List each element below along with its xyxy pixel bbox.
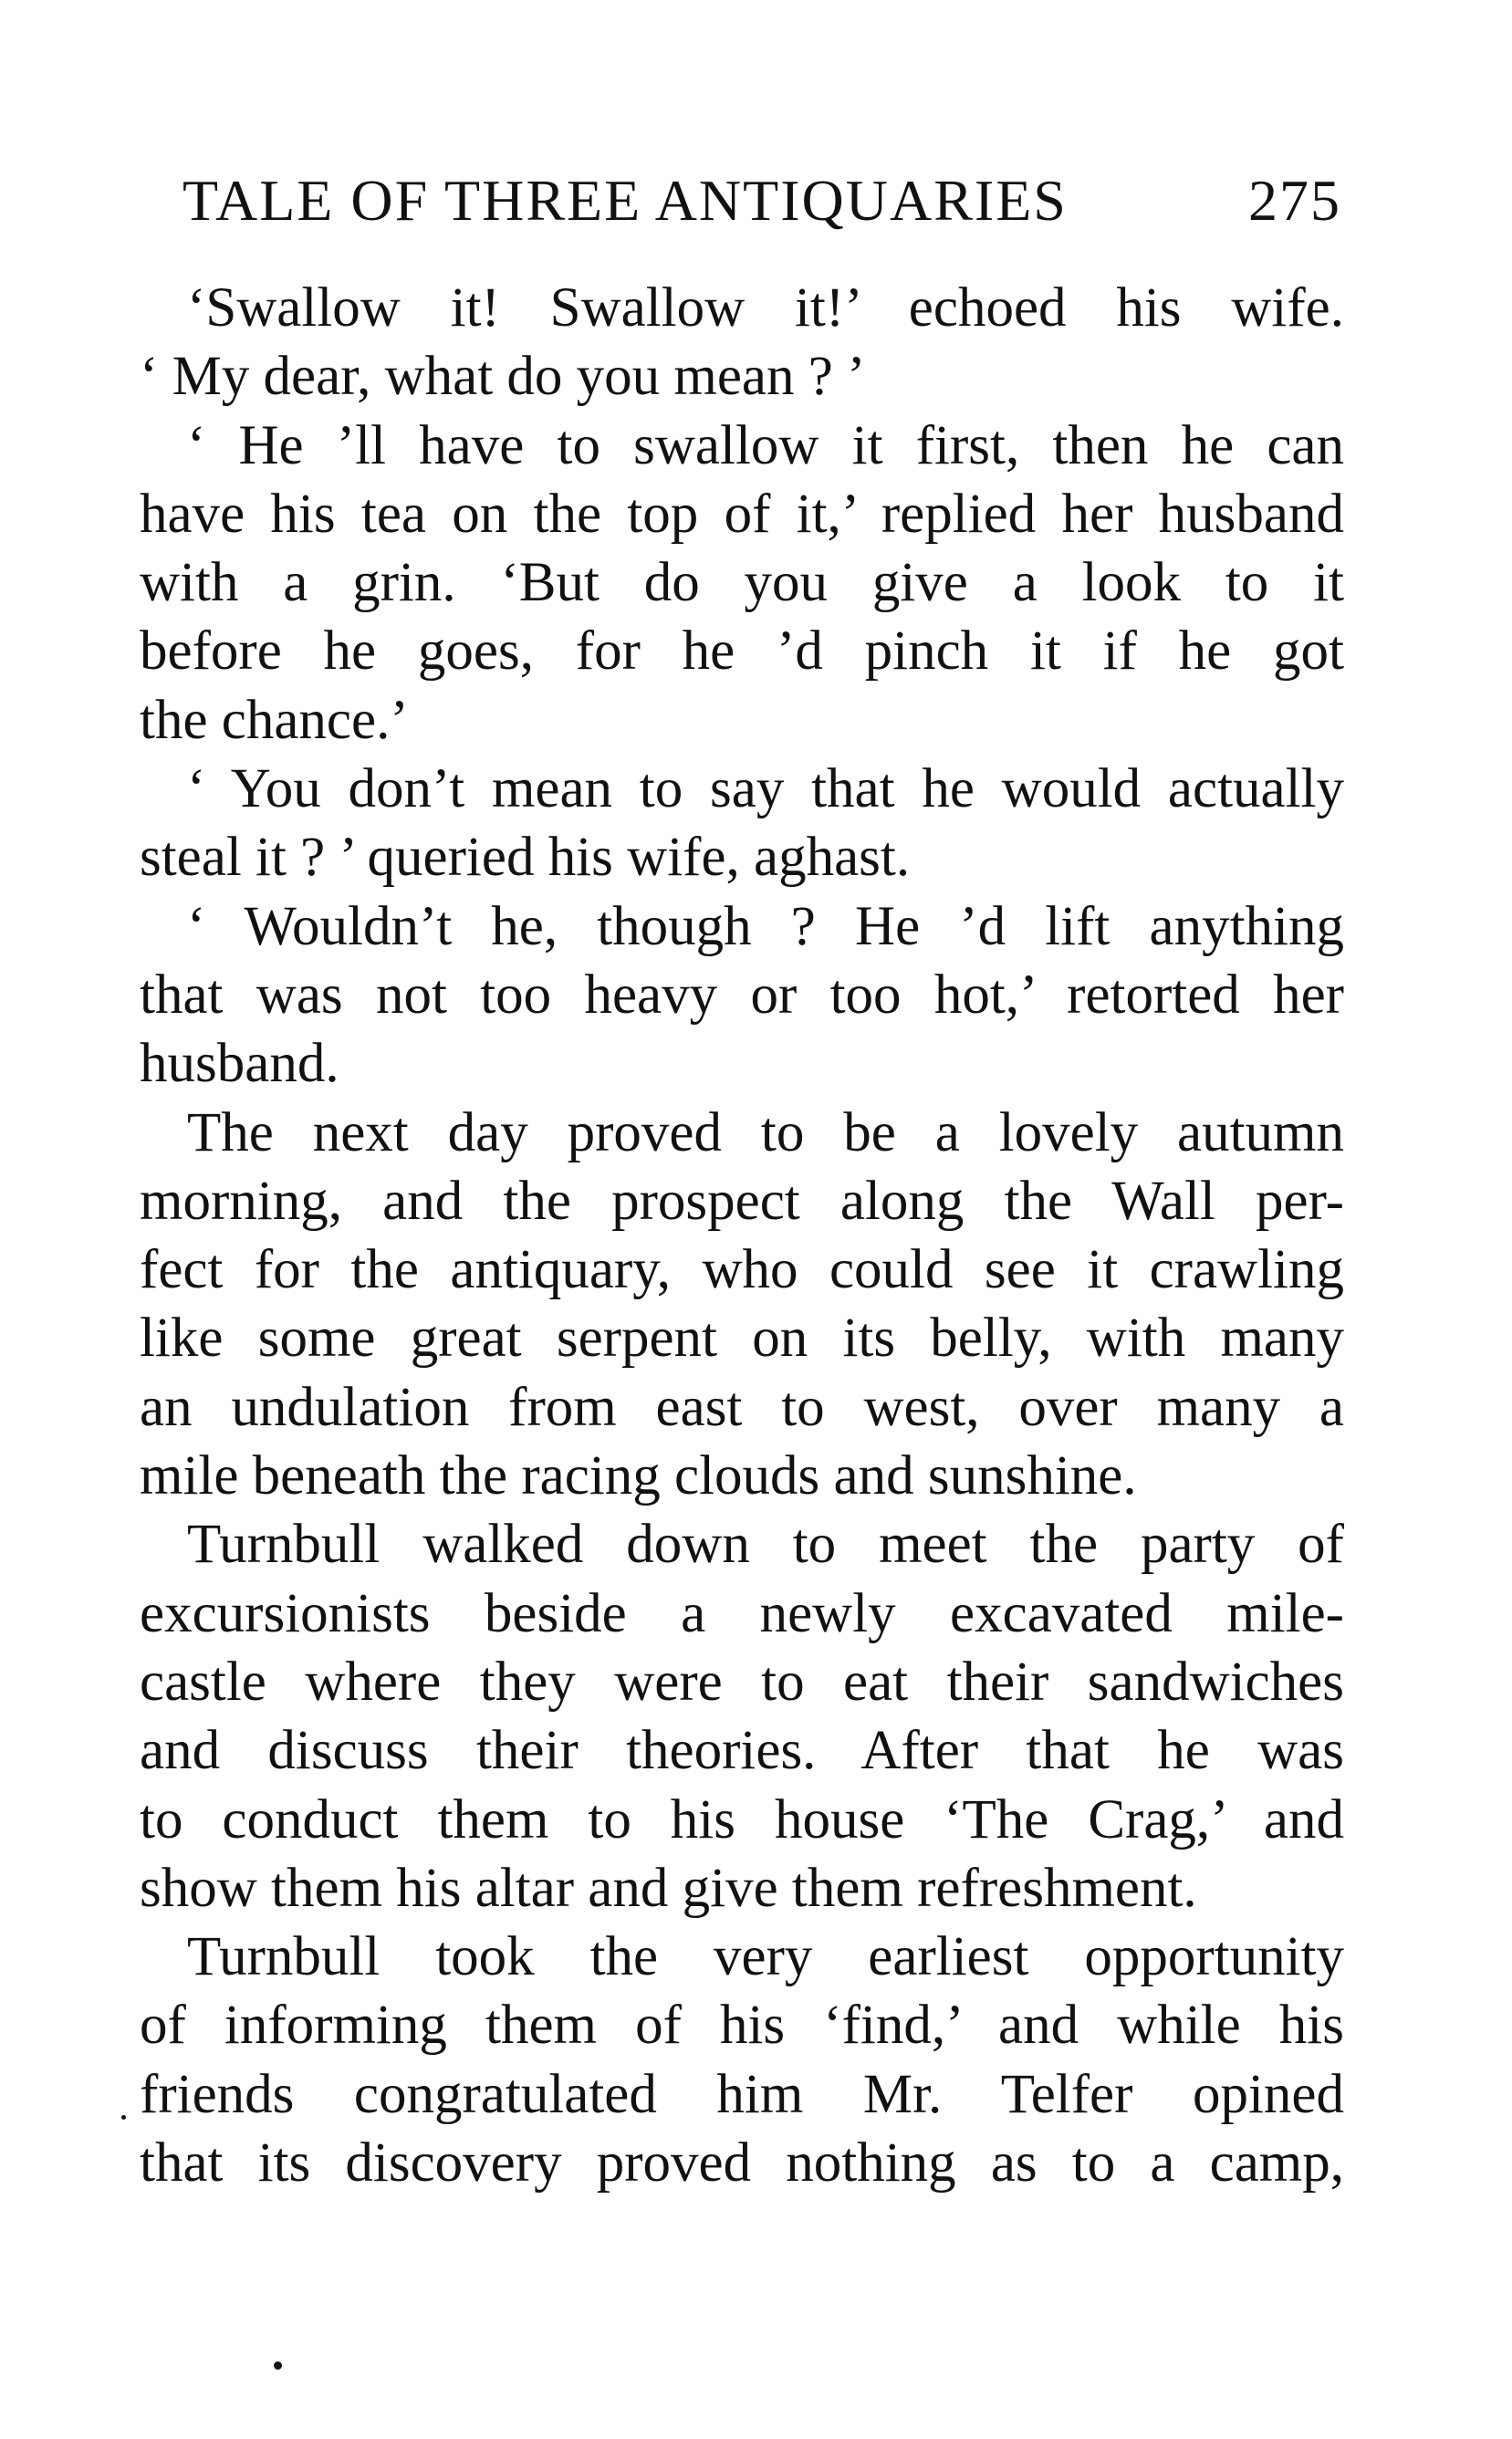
text-line: show them his altar and give them refreshment.: [140, 1857, 1197, 1919]
text-line: ‘ Wouldn’t he, though ? He ’d lift anything: [187, 895, 1344, 957]
text-line: excursionists beside a newly excavated mile-: [140, 1582, 1344, 1644]
text-line: husband.: [140, 1033, 339, 1095]
text-line: morning, and the prospect along the Wall per-: [140, 1170, 1344, 1232]
text-line: The next day proved to be a lovely autumn: [187, 1101, 1344, 1163]
text-line: that was not too heavy or too hot,’ retorted her: [140, 964, 1344, 1026]
text-line: to conduct them to his house ‘The Crag,’ and: [140, 1788, 1344, 1850]
text-line: that its discovery proved nothing as to a camp,: [140, 2132, 1344, 2194]
text-line: like some great serpent on its belly, with many: [140, 1308, 1344, 1370]
text-line: with a grin. ‘But do you give a look to it: [140, 552, 1344, 614]
margin-speck: [121, 2115, 126, 2120]
text-line: fect for the antiquary, who could see it crawling: [140, 1239, 1344, 1301]
text-line: and discuss their theories. After that he was: [140, 1720, 1344, 1782]
text-line: ‘ You don’t mean to say that he would actually: [187, 758, 1344, 820]
text-line: before he goes, for he ’d pinch it if he got: [140, 620, 1344, 683]
text-line: ‘Swallow it! Swallow it!’ echoed his wife.: [187, 277, 1344, 339]
text-line: steal it ? ’ queried his wife, aghast.: [140, 827, 911, 889]
text-line: an undulation from east to west, over many a: [140, 1376, 1344, 1438]
text-line: Turnbull walked down to meet the party of: [187, 1514, 1344, 1576]
text-line: friends congratulated him Mr. Telfer opined: [140, 2063, 1344, 2125]
body-text: [140, 274, 1344, 2197]
text-line: castle where they were to eat their sandwiches: [140, 1651, 1344, 1713]
running-title: TALE OF THREE ANTIQUARIES: [182, 168, 1068, 233]
text-line: ‘ He ’ll have to swallow it first, then he can: [187, 414, 1344, 476]
bottom-speck: [274, 2361, 282, 2370]
text-line: have his tea on the top of it,’ replied her husband: [140, 483, 1344, 545]
text-line: the chance.’: [140, 689, 409, 751]
running-head: [182, 160, 1341, 242]
text-line: of informing them of his ‘find,’ and while his: [140, 1995, 1344, 2057]
text-line: ‘ My dear, what do you mean ? ’: [140, 346, 866, 408]
text-line: Turnbull took the very earliest opportunity: [187, 1926, 1344, 1988]
page-number: 275: [1248, 168, 1341, 233]
text-line: mile beneath the racing clouds and sunshine.: [140, 1445, 1137, 1507]
